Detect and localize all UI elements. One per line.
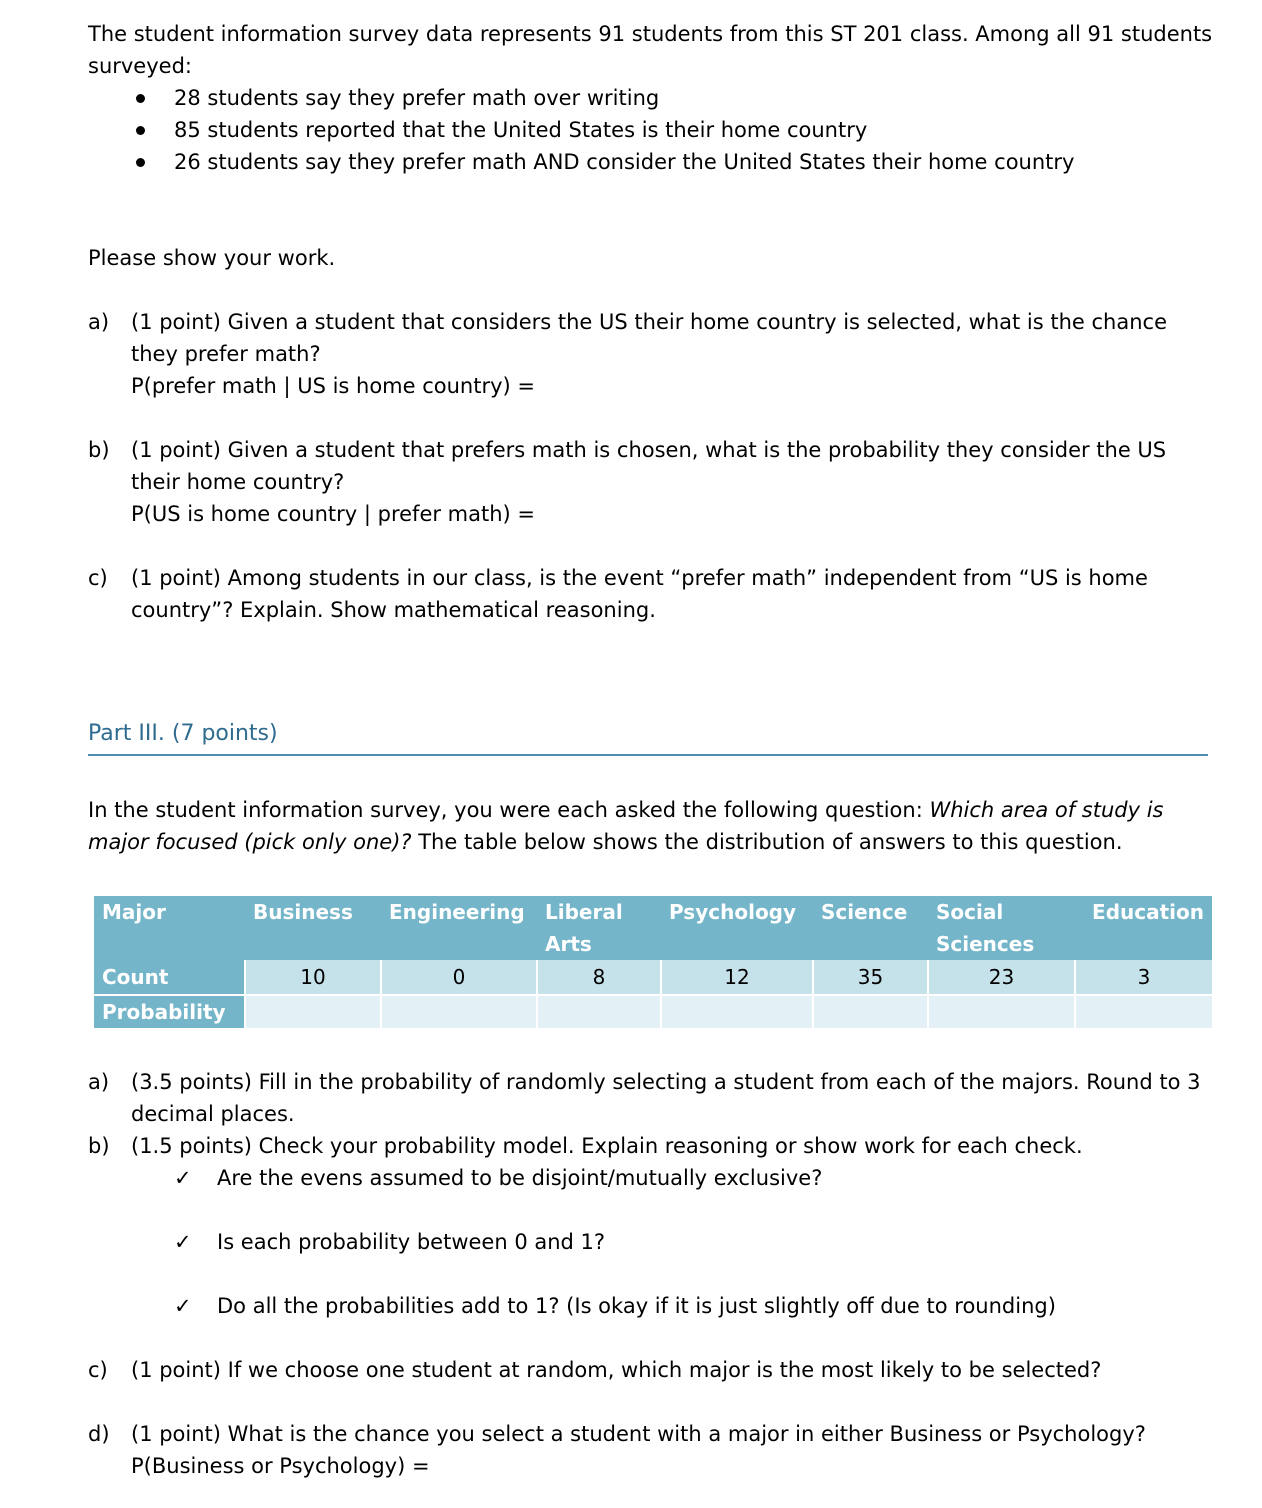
probability-cell bbox=[537, 995, 661, 1029]
check-item bbox=[88, 1226, 1213, 1258]
table-header: Liberal Arts bbox=[537, 896, 661, 960]
checkmark-icon: ✓ bbox=[174, 1294, 192, 1318]
check-text: Do all the probabilities add to 1? (Is okay if it is just slightly off due to rounding) bbox=[217, 1294, 1056, 1318]
show-work-instruction: Please show your work. bbox=[88, 246, 336, 270]
table-row bbox=[94, 995, 1212, 1029]
intro-start: In the student information survey, you were each asked the following question: bbox=[88, 798, 930, 822]
question-formula: P(Business or Psychology) = bbox=[131, 1454, 430, 1478]
intro-text: The student information survey data represents 91 students from this ST 201 class. Among all 91 students surveyed: bbox=[88, 22, 1213, 78]
question-formula: P(prefer math | US is home country) = bbox=[131, 374, 536, 398]
table-header: Social Sciences bbox=[928, 896, 1075, 960]
table-header: Major bbox=[94, 896, 245, 960]
check-item bbox=[88, 1162, 1213, 1194]
question-label: a) bbox=[88, 1070, 110, 1094]
count-cell: 12 bbox=[661, 960, 813, 995]
probability-cell bbox=[381, 995, 537, 1029]
question-text: (1 point) Given a student that considers the US their home country is selected, what is the chance they prefer math? bbox=[131, 310, 1168, 366]
row-label: Probability bbox=[94, 995, 245, 1029]
count-cell: 35 bbox=[813, 960, 928, 995]
checkmark-icon: ✓ bbox=[174, 1230, 192, 1254]
question-3b bbox=[88, 1130, 1213, 1162]
question-text: (1.5 points) Check your probability model. Explain reasoning or show work for each check. bbox=[131, 1134, 1083, 1158]
count-cell: 23 bbox=[928, 960, 1075, 995]
question-text: (1 point) If we choose one student at random, which major is the most likely to be selected? bbox=[131, 1358, 1102, 1382]
list-item: 85 students reported that the United States is their home country bbox=[136, 114, 1213, 146]
check-text: Are the evens assumed to be disjoint/mutually exclusive? bbox=[217, 1166, 823, 1190]
worksheet-page bbox=[88, 18, 1213, 1482]
table-header: Business bbox=[245, 896, 381, 960]
question-2c bbox=[88, 562, 1213, 626]
table-header: Psychology bbox=[661, 896, 813, 960]
table-header: Science bbox=[813, 896, 928, 960]
intro-end: The table below shows the distribution of answers to this question. bbox=[411, 830, 1123, 854]
count-cell: 0 bbox=[381, 960, 537, 995]
row-label: Count bbox=[94, 960, 245, 995]
probability-cell bbox=[1075, 995, 1212, 1029]
question-text: (1 point) Among students in our class, is the event “prefer math” independent from “US is home country”? Explain. Show mathematical reasoning. bbox=[131, 566, 1148, 622]
part-3-heading: Part III. (7 points) bbox=[88, 718, 1208, 756]
table-row bbox=[94, 960, 1212, 995]
list-item: 26 students say they prefer math AND consider the United States their home country bbox=[136, 146, 1213, 178]
survey-facts-list bbox=[88, 82, 1213, 178]
question-text: (1 point) What is the chance you select a student with a major in either Business or Psychology? bbox=[131, 1422, 1146, 1446]
question-2a bbox=[88, 306, 1213, 402]
question-formula: P(US is home country | prefer math) = bbox=[131, 502, 536, 526]
probability-cell bbox=[245, 995, 381, 1029]
question-3c bbox=[88, 1354, 1213, 1386]
question-label: b) bbox=[88, 1134, 110, 1158]
count-cell: 10 bbox=[245, 960, 381, 995]
count-cell: 3 bbox=[1075, 960, 1212, 995]
intro-question: Which area of study is major focused (pick only one)? bbox=[88, 798, 1164, 854]
probability-cell bbox=[661, 995, 813, 1029]
count-cell: 8 bbox=[537, 960, 661, 995]
checkmark-icon: ✓ bbox=[174, 1166, 192, 1190]
table-header: Engineering bbox=[381, 896, 537, 960]
question-label: b) bbox=[88, 438, 110, 462]
major-distribution-table bbox=[94, 896, 1212, 1030]
question-text: (1 point) Given a student that prefers math is chosen, what is the probability they consider the US their home country? bbox=[131, 438, 1167, 494]
question-label: c) bbox=[88, 1358, 108, 1382]
question-text: (3.5 points) Fill in the probability of randomly selecting a student from each of the majors. Round to 3 decimal places. bbox=[131, 1070, 1201, 1126]
question-label: d) bbox=[88, 1422, 110, 1446]
question-2b bbox=[88, 434, 1213, 530]
question-3d bbox=[88, 1418, 1213, 1482]
check-item bbox=[88, 1290, 1213, 1322]
probability-cell bbox=[813, 995, 928, 1029]
check-text: Is each probability between 0 and 1? bbox=[217, 1230, 606, 1254]
list-item: 28 students say they prefer math over writing bbox=[136, 82, 1213, 114]
question-label: a) bbox=[88, 310, 110, 334]
probability-cell bbox=[928, 995, 1075, 1029]
table-header: Education bbox=[1075, 896, 1212, 960]
table-header-row bbox=[94, 896, 1212, 960]
question-3a bbox=[88, 1066, 1213, 1130]
question-label: c) bbox=[88, 566, 108, 590]
part-3-intro bbox=[88, 794, 1213, 858]
